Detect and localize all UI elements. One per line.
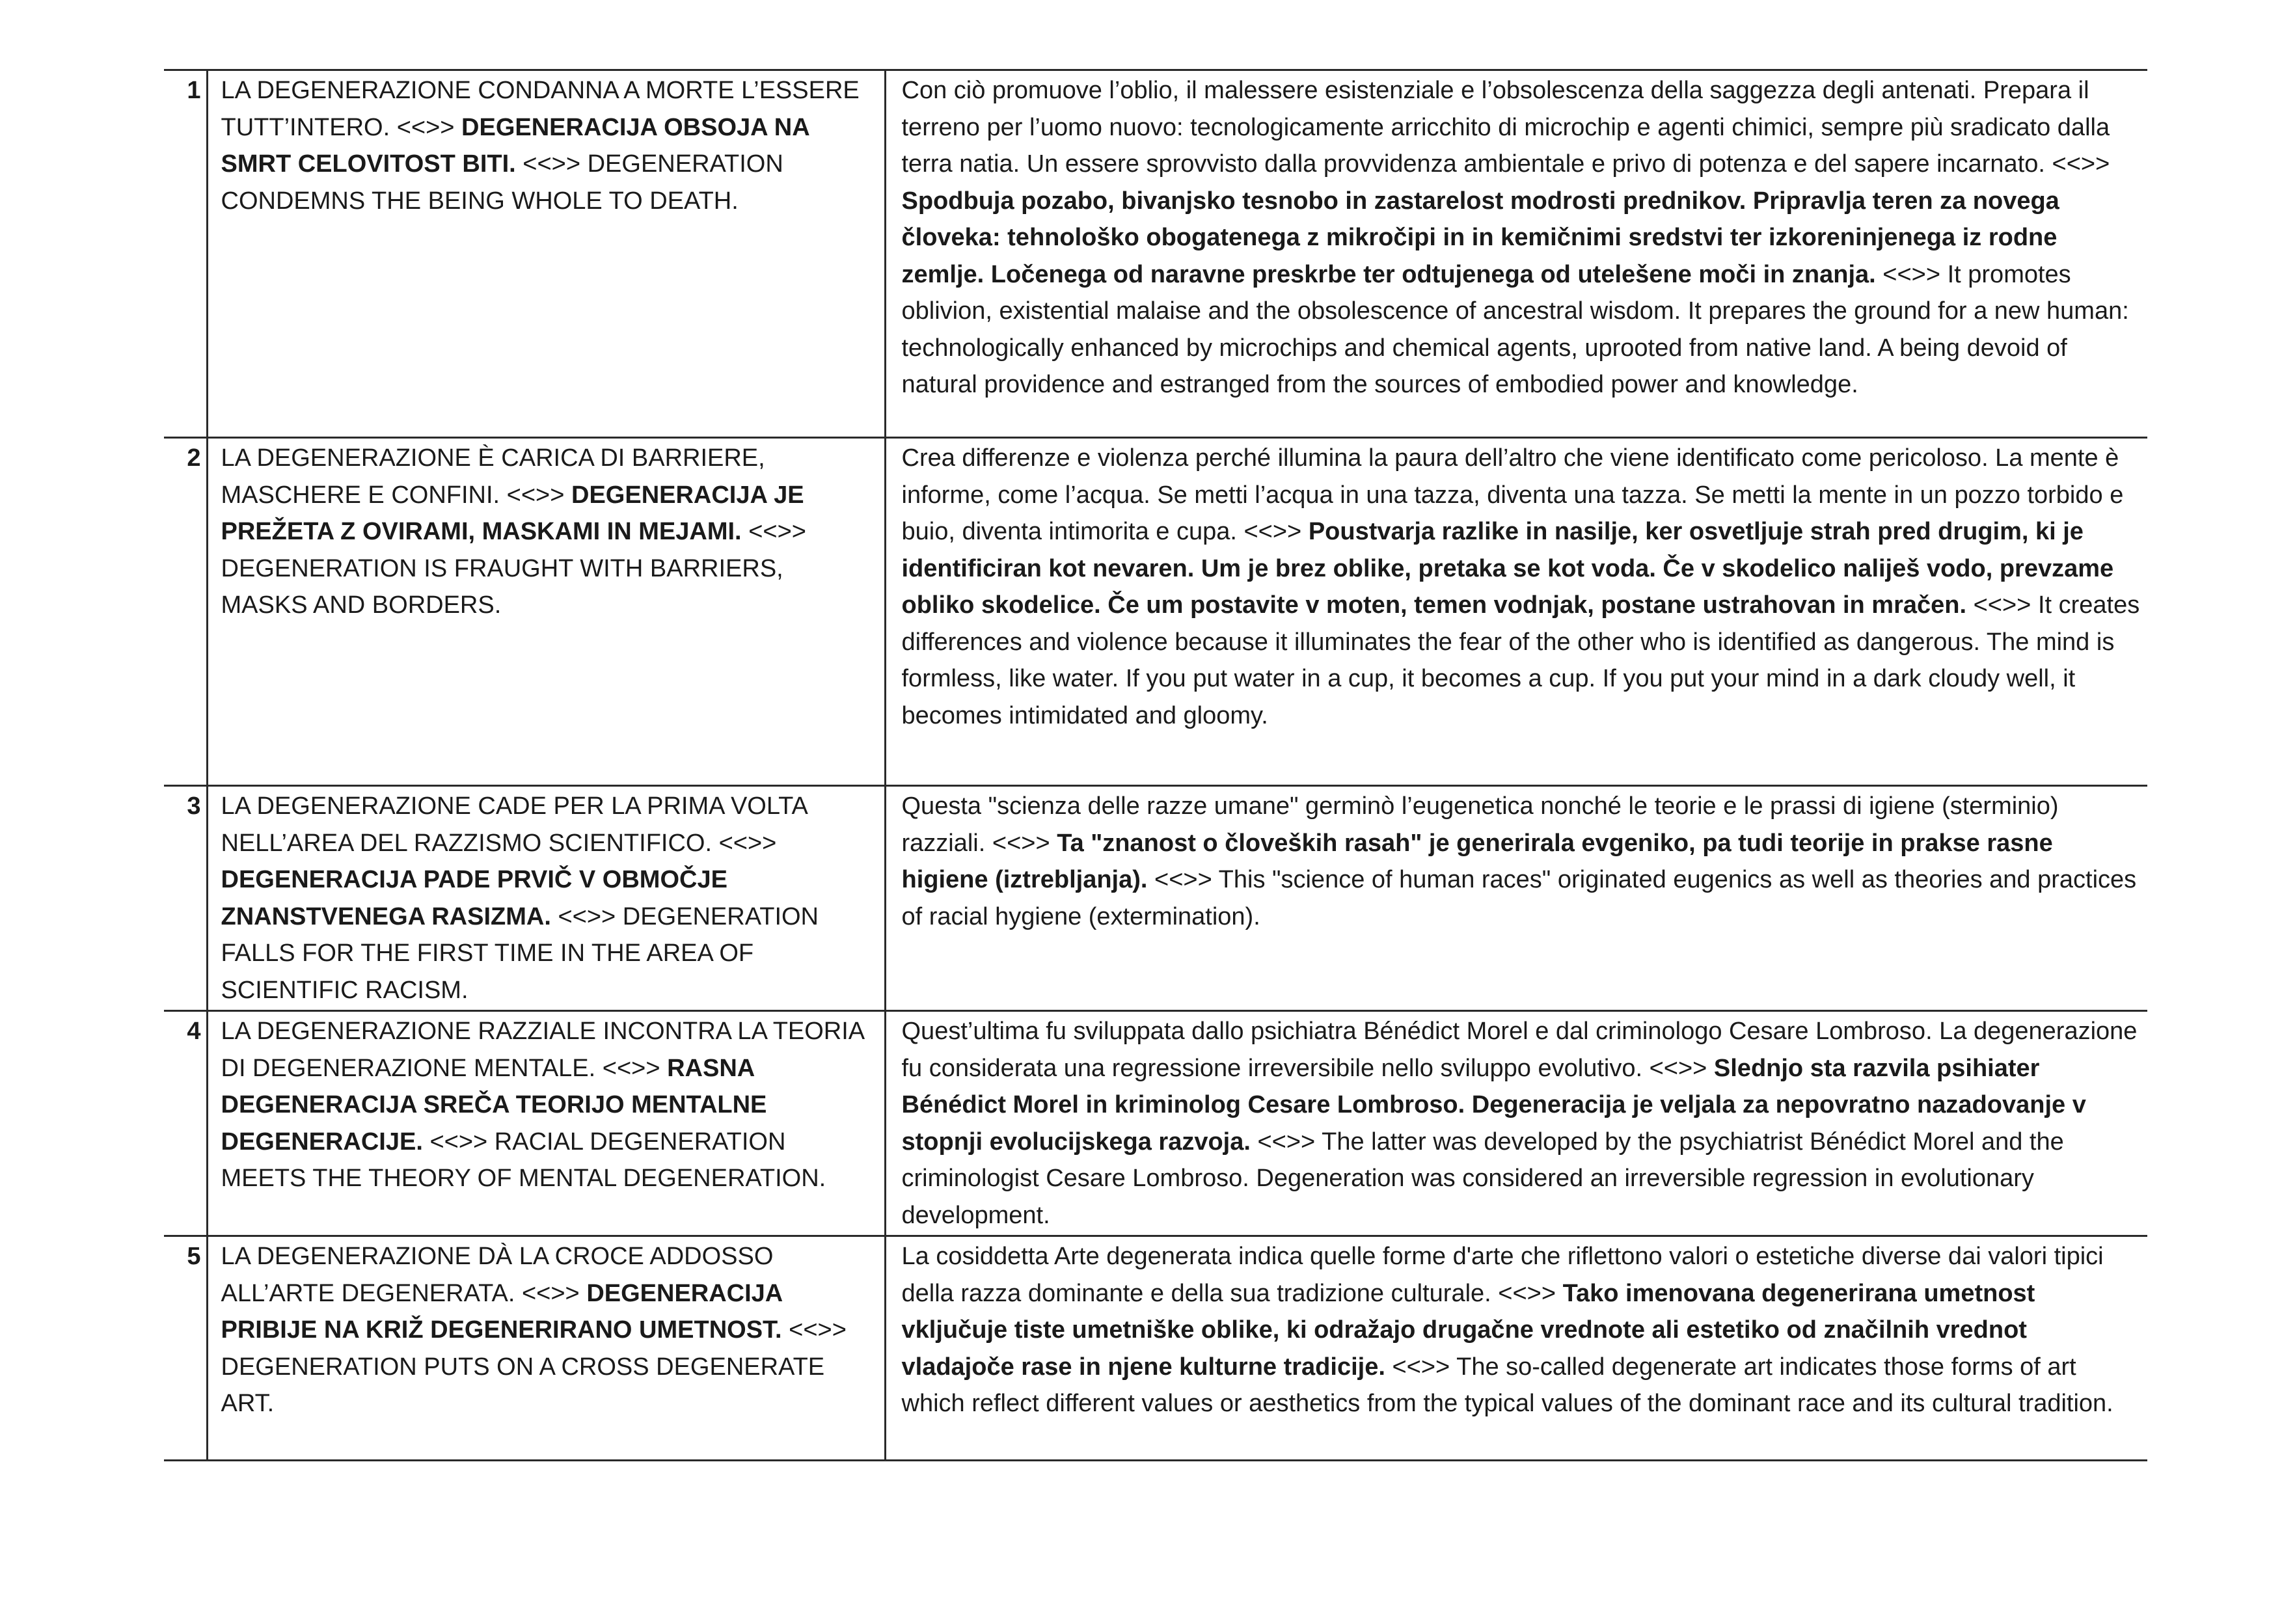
separator: <<>> (1257, 1128, 1316, 1156)
text-italian: Quest’ultima fu sviluppata dallo psichiatra Bénédict Morel e dal criminologo Cesare Lombroso. La degenerazione fu considerata una regressione irreversibile nello sviluppo evolutivo. (901, 1018, 2138, 1082)
separator: <<>> (523, 150, 581, 178)
text-slovenian: Spodbuja pozabo, bivanjsko tesnobo in zastarelost modrosti prednikov. Pripravlja teren za novega človeka: tehnološko obogatenega z mikročipi in in kemičnimi sredstvi ter izkoreninjenega iz rodne zemlje. Ločenega od naravne preskrbe ter odtujenega od utelešene moči in znanja. (901, 187, 2059, 288)
title-english: DEGENERATION PUTS ON A CROSS DEGENERATE ART. (221, 1353, 825, 1417)
table-row (164, 438, 2147, 786)
title-italian: LA DEGENERAZIONE DÀ LA CROCE ADDOSSO ALL’ARTE DEGENERATA. (221, 1243, 774, 1307)
separator: <<>> (1392, 1353, 1450, 1381)
row-text-cell (885, 1236, 2147, 1461)
separator: <<>> (506, 481, 565, 509)
separator: <<>> (1649, 1054, 1707, 1082)
text-italian: Questa "scienza delle razze umane" germinò l’eugenetica nonché le teorie e le prassi di igiene (sterminio) razziali. (901, 792, 2059, 857)
title-english: DEGENERATION FALLS FOR THE FIRST TIME IN THE AREA OF SCIENTIFIC RACISM. (221, 902, 819, 1004)
row-title-cell (207, 1236, 885, 1461)
separator: <<>> (718, 829, 777, 857)
degeneration-table (164, 69, 2147, 1461)
title-english: DEGENERATION CONDEMNS THE BEING WHOLE TO DEATH. (221, 150, 783, 215)
text-english: It creates differences and violence because it illuminates the fear of the other who is identified as dangerous. The mind is formless, like water. If you put water in a cup, it becomes a cup. If you put your mind in a dark cloudy well, it becomes intimidated and gloomy. (901, 591, 2140, 729)
title-slovenian: DEGENERACIJA OBSOJA NA SMRT CELOVITOST BITI. (221, 113, 809, 178)
separator: <<>> (992, 829, 1050, 857)
text-slovenian: Poustvarja razlike in nasilje, ker osvetljuje strah pred drugim, ki je identificiran kot nevaren. Um je brez oblike, pretaka se kot voda. Če v skodelico naliješ vodo, prevzame obliko skodelice. Če um postavite v moten, temen vodnjak, postane ustrahovan in mračen. (901, 518, 2114, 619)
text-english: This "science of human races" originated eugenics as well as theories and practices of racial hygiene (extermination). (901, 866, 2137, 930)
row-title-cell (207, 70, 885, 438)
text-slovenian: Ta "znanost o človeških rasah" je generirala evgeniko, pa tudi teorije in prakse rasne higiene (iztrebljanja). (901, 829, 2053, 893)
separator: <<>> (789, 1316, 847, 1344)
row-number: 2 (164, 438, 207, 786)
title-slovenian: DEGENERACIJA JE PREŽETA Z OVIRAMI, MASKAMI IN MEJAMI. (221, 481, 804, 545)
text-italian: Con ciò promuove l’oblio, il malessere esistenziale e l’obsolescenza della saggezza degli antenati. Prepara il terreno per l’uomo nuovo: tecnologicamente arricchito di microchip e agenti chimici, sempre più sradicato dalla terra natia. Un essere sprovvisto dalla provvidenza ambientale e privo di potenza e del sapere incarnato. (901, 77, 2110, 178)
separator: <<>> (1973, 591, 2031, 619)
title-italian: LA DEGENERAZIONE RAZZIALE INCONTRA LA TEORIA DI DEGENERAZIONE MENTALE. (221, 1018, 864, 1082)
separator: <<>> (1498, 1279, 1556, 1307)
row-number: 1 (164, 70, 207, 438)
separator: <<>> (1882, 260, 1941, 288)
title-italian: LA DEGENERAZIONE È CARICA DI BARRIERE, MASCHERE E CONFINI. (221, 444, 765, 509)
text-slovenian: Tako imenovana degenerirana umetnost vključuje tiste umetniške oblike, ki odražajo drugačne vrednote ali estetiko od značilnih vrednot vladajoče rase in njene kulturne tradicije. (901, 1279, 2035, 1381)
row-title-cell (207, 438, 885, 786)
title-italian: LA DEGENERAZIONE CADE PER LA PRIMA VOLTA NELL’AREA DEL RAZZISMO SCIENTIFICO. (221, 792, 807, 857)
row-text-cell (885, 786, 2147, 1011)
title-italian: LA DEGENERAZIONE CONDANNA A MORTE L’ESSERE TUTT’INTERO. (221, 77, 860, 141)
text-slovenian: Slednjo sta razvila psihiater Bénédict Morel in kriminolog Cesare Lombroso. Degeneracija je veljala za nepovratno nazadovanje v stopnji evolucijskega razvoja. (901, 1054, 2086, 1156)
text-italian: La cosiddetta Arte degenerata indica quelle forme d'arte che riflettono valori o estetiche diverse dai valori tipici della razza dominante e della sua tradizione culturale. (901, 1243, 2104, 1307)
title-slovenian: DEGENERACIJA PADE PRVIČ V OBMOČJE ZNANSTVENEGA RASIZMA. (221, 866, 727, 930)
text-english: The so-called degenerate art indicates those forms of art which reflect different values or aesthetics from the typical values of the dominant race and its cultural tradition. (901, 1353, 2113, 1417)
separator: <<>> (1154, 866, 1212, 893)
separator: <<>> (602, 1054, 660, 1082)
table-row (164, 786, 2147, 1011)
title-english: DEGENERATION IS FRAUGHT WITH BARRIERS, MASKS AND BORDERS. (221, 554, 783, 619)
separator: <<>> (1243, 518, 1302, 545)
row-text-cell (885, 438, 2147, 786)
separator: <<>> (2052, 150, 2110, 178)
text-english: The latter was developed by the psychiatrist Bénédict Morel and the criminologist Cesare Lombroso. Degeneration was considered an irreversible regression in evolutionary development. (901, 1128, 2064, 1229)
title-english: RACIAL DEGENERATION MEETS THE THEORY OF MENTAL DEGENERATION. (221, 1128, 826, 1192)
table-row (164, 70, 2147, 438)
title-slovenian: RASNA DEGENERACIJA SREČA TEORIJO MENTALNE DEGENERACIJE. (221, 1054, 767, 1156)
row-number: 4 (164, 1011, 207, 1236)
separator: <<>> (748, 518, 806, 545)
row-text-cell (885, 70, 2147, 438)
text-italian: Crea differenze e violenza perché illumina la paura dell’altro che viene identificato come pericoloso. La mente è informe, come l’acqua. Se metti l’acqua in una tazza, diventa una tazza. Se metti la mente in un pozzo torbido e buio, diventa intimorita e cupa. (901, 444, 2124, 545)
table-row (164, 1011, 2147, 1236)
separator: <<>> (521, 1279, 580, 1307)
separator: <<>> (429, 1128, 488, 1156)
separator: <<>> (396, 113, 455, 141)
title-slovenian: DEGENERACIJA PRIBIJE NA KRIŽ DEGENERIRANO UMETNOST. (221, 1279, 782, 1344)
row-text-cell (885, 1011, 2147, 1236)
text-english: It promotes oblivion, existential malaise and the obsolescence of ancestral wisdom. It prepares the ground for a new human: technologically enhanced by microchips and chemical agents, uprooted from native land. A being devoid of natural providence and estranged from the sources of embodied power and knowledge. (901, 260, 2129, 398)
row-number: 3 (164, 786, 207, 1011)
separator: <<>> (558, 902, 616, 930)
row-title-cell (207, 1011, 885, 1236)
row-number: 5 (164, 1236, 207, 1461)
row-title-cell (207, 786, 885, 1011)
table-row (164, 1236, 2147, 1461)
